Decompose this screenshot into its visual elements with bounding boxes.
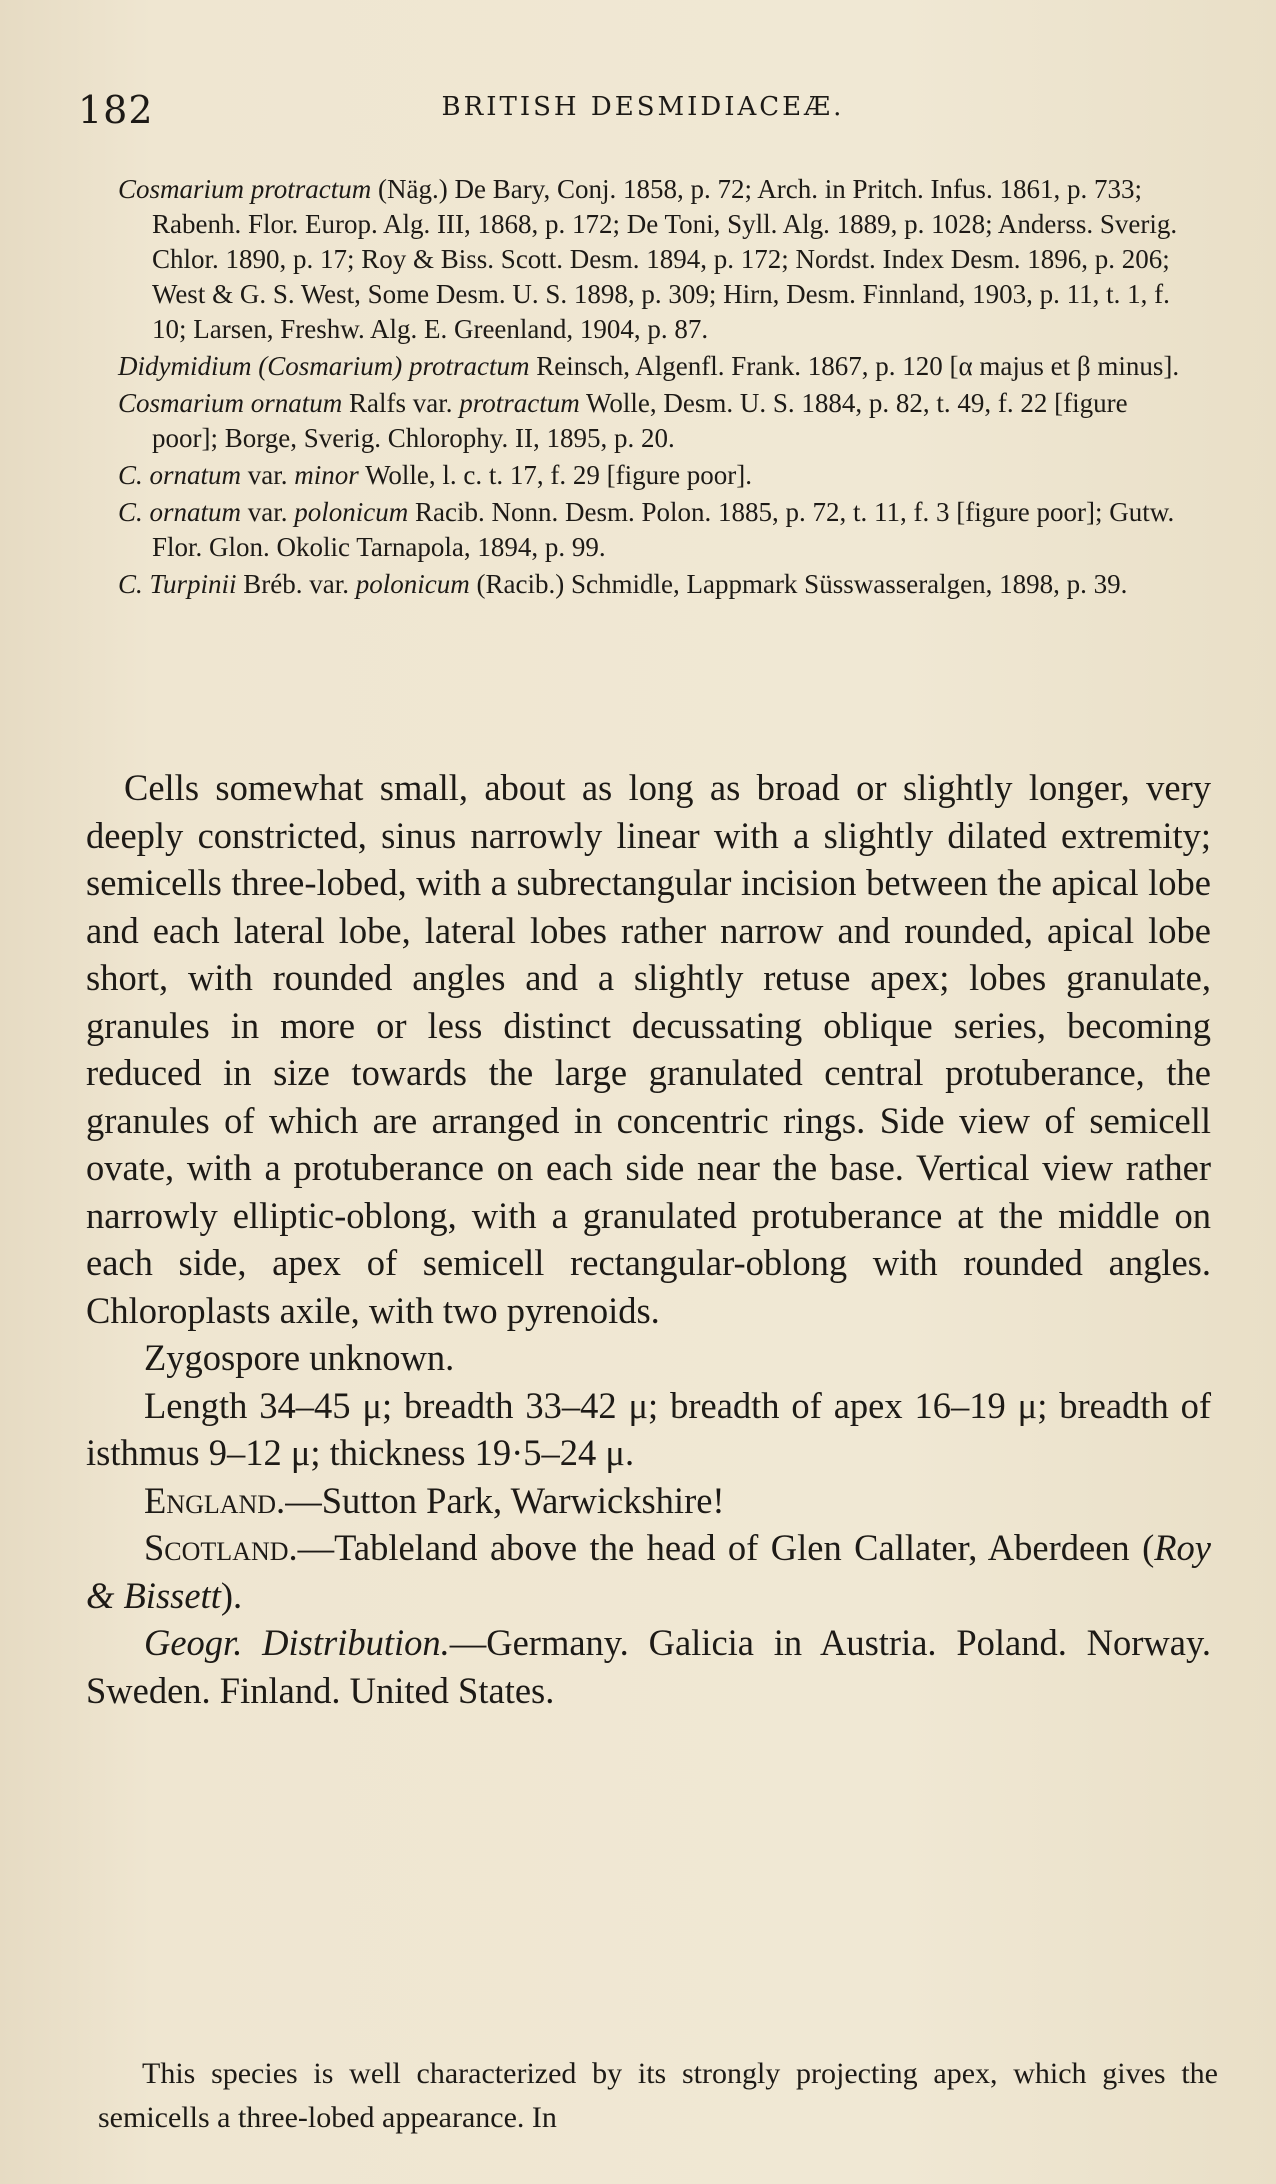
synonym-citation: Wolle, l. c. t. 17, f. 29 [figure poor]. <box>365 460 753 490</box>
synonym-variety: polonicum <box>355 569 470 599</box>
scotland-text: —Tableland above the head of Glen Callater, Aberdeen ( <box>297 1527 1155 1568</box>
scotland-end: ). <box>220 1574 243 1616</box>
synonym-citation: Racib. Nonn. Desm. Polon. 1885, p. 72, t. 11, f. 3 [figure poor]; Gutw. Flor. Glon. Okolic Tarnapola, 1894, p. 99. <box>152 497 1175 562</box>
synonym-name: Cosmarium ornatum <box>118 388 343 418</box>
scotland-locality <box>86 1524 1211 1619</box>
synonym-citation: (Näg.) De Bary, Conj. 1858, p. 72; Arch. in Pritch. Infus. 1861, p. 733; Rabenh. Flor. Europ. Alg. III, 1868, p. 172; De Toni, Syll. Alg. 1889, p. 1028; Anderss. Sverig. Chlor. 1890, p. 17; Roy & Biss. Scott. Desm. 1894, p. 172; Nordst. Index Desm. 1896, p. 206; West & G. S. West, Some Desm. U. S. 1898, p. 309; Hirn, Desm. Finnland, 1903, p. 11, t. 1, f. 10; Larsen, Freshw. Alg. E. Greenland, 1904, p. 87. <box>152 174 1178 344</box>
species-description <box>86 764 1211 1714</box>
synonym-entry <box>118 172 1198 347</box>
synonym-name: C. ornatum <box>118 497 242 527</box>
page-number: 182 <box>78 88 154 132</box>
page-header <box>78 88 1208 138</box>
england-text: —Sutton Park, Warwickshire! <box>285 1479 725 1521</box>
england-label: England. <box>144 1479 286 1521</box>
scotland-authority: Roy & Bissett <box>86 1527 1211 1616</box>
synonym-authority: var. <box>247 497 288 527</box>
description-paragraph: Cells somewhat small, about as long as broad or slightly longer, very deeply constricted, sinus narrowly linear with a slightly dilated extremity; semicells three-lobed, with a subrectangular incision between the apical lobe and each lateral lobe, lateral lobes rather narrow and rounded, apical lobe short, with rounded angles and a slightly retuse apex; lobes granulate, granules in more or less distinct decussating oblique series, becoming reduced in size towards the large granulated central protuberance, the granules of which are arranged in concentric rings. Side view of semicell ovate, with a protuberance on each side near the base. Vertical view rather narrowly elliptic-oblong, with a granulated protuberance at the middle on each side, apex of semicell rectangular-oblong with rounded angles. Chloroplasts axile, with two pyrenoids. <box>86 767 1211 1331</box>
synonym-entry <box>118 567 1198 602</box>
synonym-authority: Bréb. var. <box>243 569 350 599</box>
england-locality <box>86 1477 1211 1525</box>
synonymy-block <box>118 172 1198 604</box>
synonym-entry <box>118 349 1198 384</box>
synonym-citation: Reinsch, Algenfl. Frank. 1867, p. 120 [α majus et β minus]. <box>536 351 1180 381</box>
synonym-variety: polonicum <box>294 497 409 527</box>
zygospore-line: Zygospore unknown. <box>144 1337 455 1378</box>
synonym-authority: var. <box>247 460 288 490</box>
synonym-name: Didymidium (Cosmarium) protractum <box>118 351 530 381</box>
geogr-text: —Germany. Galicia in Austria. Poland. Norway. Sweden. Finland. United States. <box>86 1622 1211 1711</box>
synonym-name: C. Turpinii <box>118 569 237 599</box>
measurements-paragraph: Length 34–45 μ; breadth 33–42 μ; breadth of apex 16–19 μ; breadth of isthmus 9–12 μ; thickness 19·5–24 μ. <box>86 1384 1211 1473</box>
scotland-label: Scotland. <box>144 1527 298 1568</box>
synonym-entry <box>118 386 1198 456</box>
synonym-variety: minor <box>294 460 359 490</box>
synonym-entry <box>118 495 1198 565</box>
synonym-citation: Wolle, Desm. U. S. 1884, p. 82, t. 49, f. 22 [figure poor]; Borge, Sverig. Chlorophy. II, 1895, p. 20. <box>152 388 1128 453</box>
species-note: This species is well characterized by its strongly projecting apex, which gives the semicells a three-lobed appearance. In <box>98 2057 1218 2134</box>
geogr-label: Geogr. Distribution. <box>144 1622 450 1663</box>
synonym-name: C. ornatum <box>118 460 242 490</box>
running-head: BRITISH DESMIDIACEÆ. <box>441 92 845 122</box>
synonym-authority: Ralfs var. <box>349 388 453 418</box>
synonym-entry <box>118 458 1198 493</box>
synonym-name: Cosmarium protractum <box>118 174 372 204</box>
synonym-variety: protractum <box>459 388 580 418</box>
geographic-distribution <box>86 1619 1211 1714</box>
synonym-citation: (Racib.) Schmidle, Lappmark Süsswasseralgen, 1898, p. 39. <box>476 569 1128 599</box>
